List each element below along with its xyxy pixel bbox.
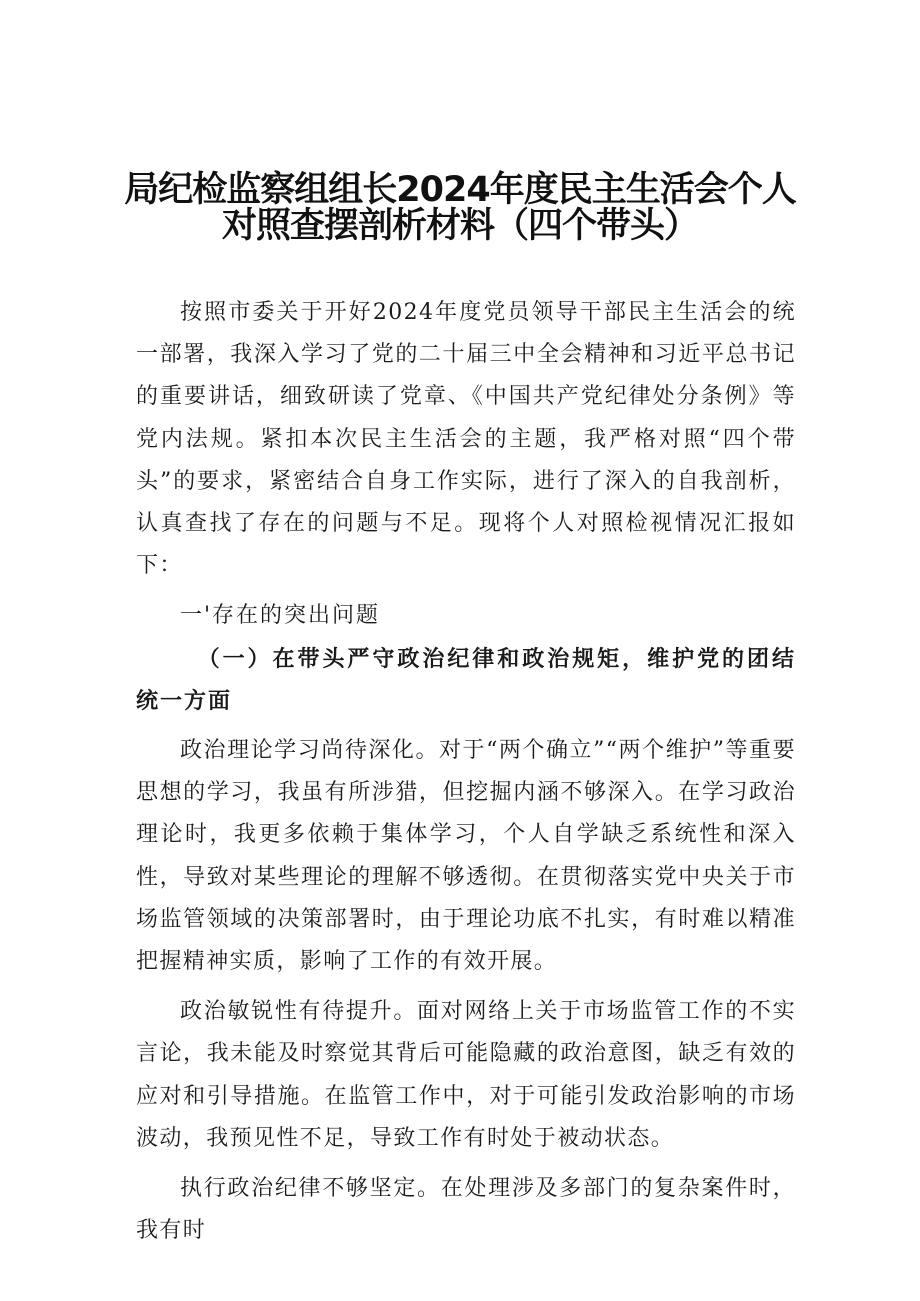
body-paragraph: 政治敏锐性有待提升。面对网络上关于市场监管工作的不实言论，我未能及时察觉其背后可能隐藏的政治意图，缺乏有效的应对和引导措施。在监管工作中，对于可能引发政治影响的市场波动，我预见性不足，导致工作有时处于被动状态。 (136, 999, 796, 1151)
body-paragraph: 执行政治纪律不够坚定。在处理涉及多部门的复杂案件时，我有时 (136, 1176, 796, 1244)
subsection-heading: （一）在带头严守政治纪律和政治规矩，维护党的团结统一方面 (136, 645, 796, 714)
document-title-line-1: 局纪检监察组组长2024年度民主生活会个人 (124, 170, 796, 210)
document-body (136, 292, 796, 1252)
section-heading: 一'存在的突出问题 (180, 603, 381, 629)
body-paragraph: 政治理论学习尚待深化。对于“两个确立”“两个维护”等重要思想的学习，我虽有所涉猎，但挖掘内涵不够深入。在学习政治理论时，我更多依赖于集体学习，个人自学缺乏系统性和深入性，导致对某些理论的理解不够透彻。在贯彻落实党中央关于市场监管领域的决策部署时，由于理论功底不扎实，有时难以精准把握精神实质，影响了工作的有效开展。 (136, 738, 796, 975)
intro-paragraph: 按照市委关于开好2024年度党员领导干部民主生活会的统一部署，我深入学习了党的二十届三中全会精神和习近平总书记的重要讲话，细致研读了党章、《中国共产党纪律处分条例》等党内法规。紧扣本次民主生活会的主题，我严格对照“四个带头”的要求，紧密结合自身工作实际，进行了深入的自我剖析，认真查找了存在的问题与不足。现将个人对照检视情况汇报如下： (136, 300, 796, 579)
document-title-line-2: 对照查摆剖析材料（四个带头） (221, 206, 698, 246)
